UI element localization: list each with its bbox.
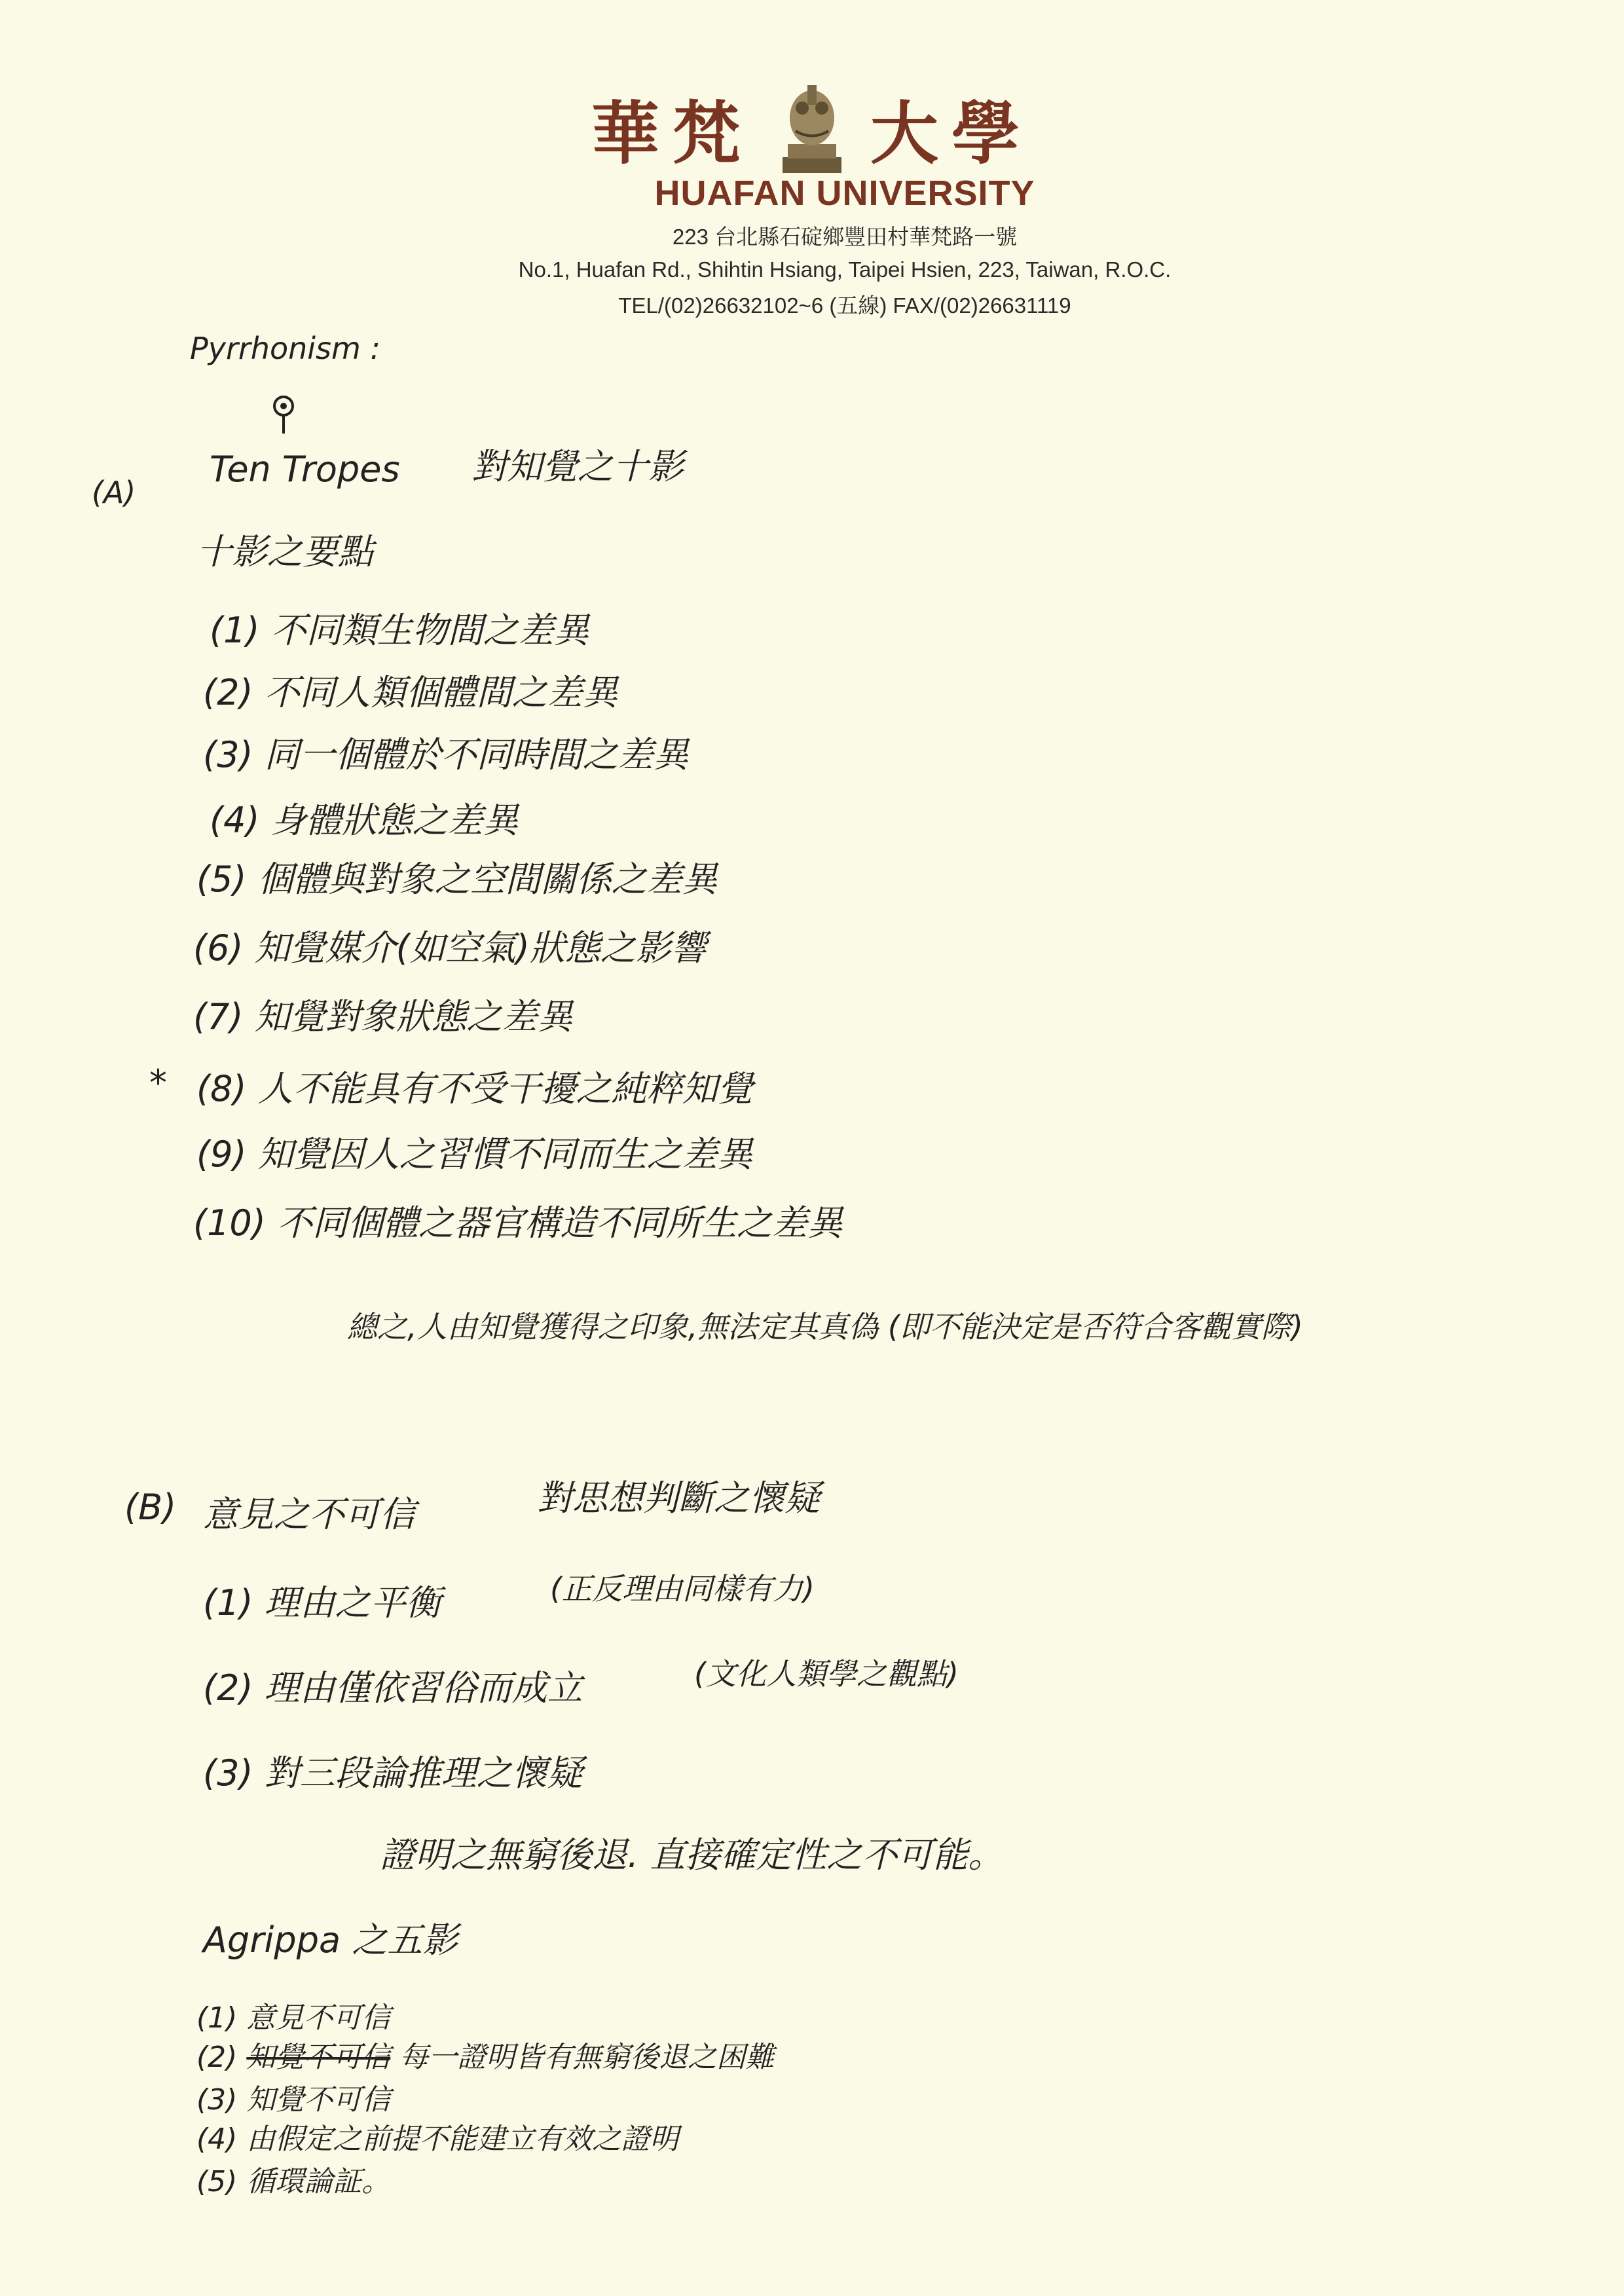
- trope-item: (10) 不同個體之器官構造不同所生之差異: [193, 1202, 843, 1244]
- section-b-item: (2) 理由僅依習俗而成立: [203, 1667, 583, 1709]
- university-name-cn-right: 大學: [870, 93, 1033, 174]
- contact-line: TEL/(02)26632102~6 (五線) FAX/(02)26631119: [618, 293, 1071, 318]
- section-a-title-cn: 對知覺之十影: [471, 446, 684, 487]
- section-b-title: 意見之不可信: [203, 1494, 415, 1535]
- trope-item: (4) 身體狀態之差異: [210, 800, 519, 841]
- section-b-conclusion: 證明之無窮後退. 直接確定性之不可能。: [380, 1834, 1004, 1876]
- trope-item: (1) 不同類生物間之差異: [210, 610, 589, 651]
- trope-item: (9) 知覺因人之習慣不同而生之差異: [196, 1134, 753, 1175]
- agrippa-item: (4) 由假定之前提不能建立有效之證明: [196, 2122, 679, 2156]
- section-b-item: (1) 理由之平衡: [203, 1582, 441, 1623]
- trope-item: (3) 同一個體於不同時間之差異: [203, 734, 689, 775]
- agrippa-item: [196, 2033, 774, 2075]
- agrippa-item: (5) 循環論証。: [196, 2165, 391, 2198]
- trope-item: (5) 個體與對象之空間關係之差異: [196, 859, 718, 900]
- trope-item: (2) 不同人類個體間之差異: [203, 672, 618, 713]
- star-mark: *: [149, 1062, 167, 1103]
- trope-item: (7) 知覺對象狀態之差異: [193, 996, 573, 1037]
- section-a-subheading: 十影之要點: [196, 531, 373, 572]
- agrippa-item: (1) 意見不可信: [196, 2001, 391, 2035]
- agrippa-heading: Agrippa 之五影: [203, 1919, 458, 1961]
- address-cn: 223 台北縣石碇鄉豐田村華梵路一號: [672, 225, 1018, 249]
- agrippa-item: (3) 知覺不可信: [196, 2083, 391, 2117]
- struck-text: 知覺不可信: [246, 2041, 391, 2074]
- section-a-marker: (A): [92, 475, 136, 510]
- section-b-title-cn: 對思想判斷之懷疑: [537, 1477, 820, 1519]
- agrippa-item-text: 每一證明皆有無窮後退之困難: [390, 2041, 775, 2074]
- lion-capital-emblem-icon: [776, 79, 848, 177]
- section-b-item-note: (文化人類學之觀點): [694, 1656, 959, 1692]
- university-name-cn-left: 華梵: [591, 93, 754, 174]
- section-b-marker: (B): [124, 1487, 177, 1528]
- flower-mark-icon: [267, 393, 300, 435]
- agrippa-item-number: (2): [196, 2041, 247, 2074]
- notes-heading: Pyrrhonism :: [190, 331, 380, 366]
- section-a-summary: 總之,人由知覺獲得之印象,無法定其真偽 (即不能決定是否符合客觀實際): [347, 1309, 1303, 1344]
- address-en: No.1, Huafan Rd., Shihtin Hsiang, Taipei Hsien, 223, Taiwan, R.O.C.: [518, 257, 1172, 282]
- university-name-en: HUAFAN UNIVERSITY: [654, 174, 1035, 213]
- letterhead-title-row: [0, 79, 1624, 177]
- trope-item: (8) 人不能具有不受干擾之純粹知覺: [196, 1068, 753, 1109]
- trope-item: (6) 知覺媒介(如空氣)狀態之影響: [193, 927, 707, 969]
- section-b-item: (3) 對三段論推理之懷疑: [203, 1752, 583, 1794]
- letterhead: [0, 79, 1624, 320]
- section-b-item-note: (正反理由同樣有力): [550, 1571, 815, 1606]
- section-a-title: Ten Tropes: [210, 449, 400, 490]
